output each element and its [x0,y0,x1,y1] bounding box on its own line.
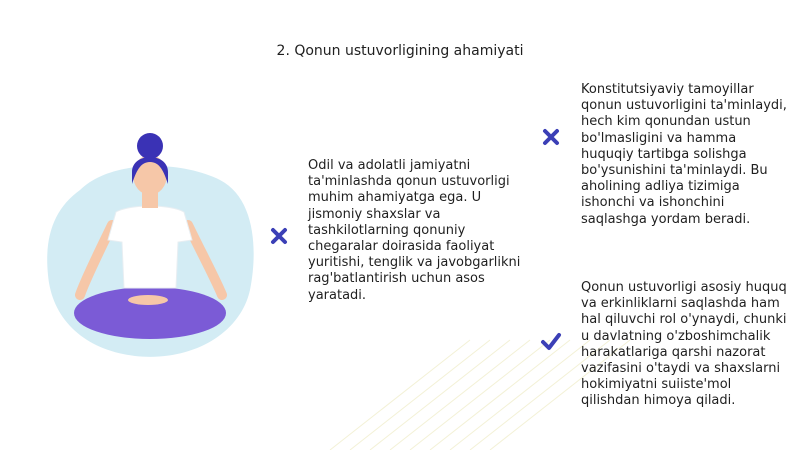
paragraph-rights-and-freedoms: Qonun ustuvorligi asosiy huquq va erkinliklarni saqlashda ham hal qiluvchi rol o'ynaydi, chunki u davlatning o'zboshimchalik harakatlariga qarshi nazorat vazifasini o'taydi va shaxslarni hokimiyatni suiiste'mol qilishdan himoya qiladi. [581,280,787,409]
hair-bun [137,133,163,159]
feet [128,295,168,305]
paragraph-rule-of-law-importance: Odil va adolatli jamiyatni ta'minlashda qonun ustuvorligi muhim ahamiyatga ega. U jismoniy shaxslar va tashkilotlarning qonuniy chegaralar doirasida faoliyat yuritishi, tenglik va javobgarlikni rag'batlantirish uchun asos yaratadi. [308,158,521,303]
paragraph-constitutional-principles: Konstitutsiyaviy tamoyillar qonun ustuvorligini ta'minlaydi, hech kim qonundan ustun bo'lmasligini va hamma huquqiy tartibga solishga bo'ysunishini ta'minlaydi. Bu aholining adliya tizimiga ishonchi va ishonchini saqlashga yordam beradi. [581,82,787,227]
cross-icon [268,225,290,247]
cross-icon [540,126,562,148]
slide-title: 2. Qonun ustuvorligining ahamiyati [276,43,524,59]
legs [74,287,226,339]
check-icon [540,330,562,352]
meditation-illustration [40,130,270,370]
